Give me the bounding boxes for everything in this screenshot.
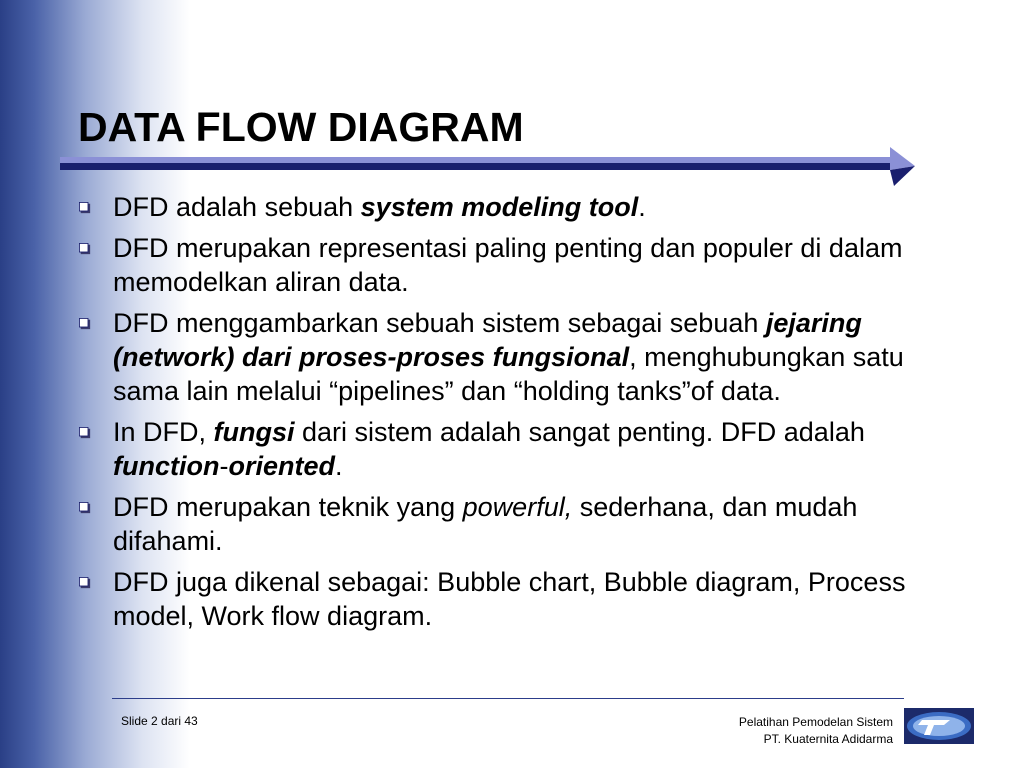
bullet-text: DFD juga dikenal sebagai: Bubble chart, Bubble diagram, Process model, Work flow diagram. [113, 567, 906, 631]
slide-title: DATA FLOW DIAGRAM [78, 104, 524, 150]
bullet-item [76, 231, 956, 299]
bullet-text: DFD menggambarkan sebuah sistem sebagai sebuah [113, 308, 766, 338]
hollow-square-bullet-icon [79, 318, 91, 330]
bullet-text: dari sistem adalah sangat penting. DFD adalah [294, 417, 865, 447]
hollow-square-bullet-icon [79, 427, 91, 439]
bullet-text: jejaring (network) dari proses-proses fungsional [113, 308, 862, 372]
footer-course: Pelatihan Pemodelan Sistem [738, 715, 893, 729]
bullet-item [76, 306, 956, 408]
bullet-item [76, 565, 956, 633]
bullet-item [76, 490, 956, 558]
bullet-text: oriented [228, 451, 335, 481]
bullet-list [76, 190, 956, 640]
hollow-square-bullet-icon [79, 502, 91, 514]
bullet-text: . [638, 192, 646, 222]
footer-company: PT. Kuaternita Adidarma [763, 732, 893, 746]
slide-number: Slide 2 dari 43 [121, 714, 198, 728]
bullet-item [76, 190, 956, 224]
arrow-right-icon [60, 144, 920, 188]
bullet-text: DFD merupakan representasi paling penting dan populer di dalam memodelkan aliran data. [113, 233, 903, 297]
company-logo-icon [904, 708, 974, 744]
bullet-text: function [113, 451, 220, 481]
bullet-text: sederhana, dan mudah difahami. [113, 492, 858, 556]
hollow-square-bullet-icon [79, 577, 91, 589]
bullet-text: system modeling tool [360, 192, 639, 222]
bullet-text: fungsi [213, 417, 295, 447]
footer-divider [112, 698, 904, 699]
bullet-text: In DFD, [113, 417, 214, 447]
hollow-square-bullet-icon [79, 202, 91, 214]
bullet-text: DFD adalah sebuah [113, 192, 361, 222]
bullet-text: DFD merupakan teknik yang [113, 492, 463, 522]
hollow-square-bullet-icon [79, 243, 91, 255]
bullet-text: . [335, 451, 343, 481]
bullet-text: - [219, 451, 229, 481]
bullet-text: , menghubungkan satu sama lain melalui “pipelines” dan “holding tanks”of data. [113, 342, 904, 406]
bullet-item [76, 415, 956, 483]
footer-credits [739, 714, 893, 748]
bullet-text: powerful, [462, 492, 573, 522]
